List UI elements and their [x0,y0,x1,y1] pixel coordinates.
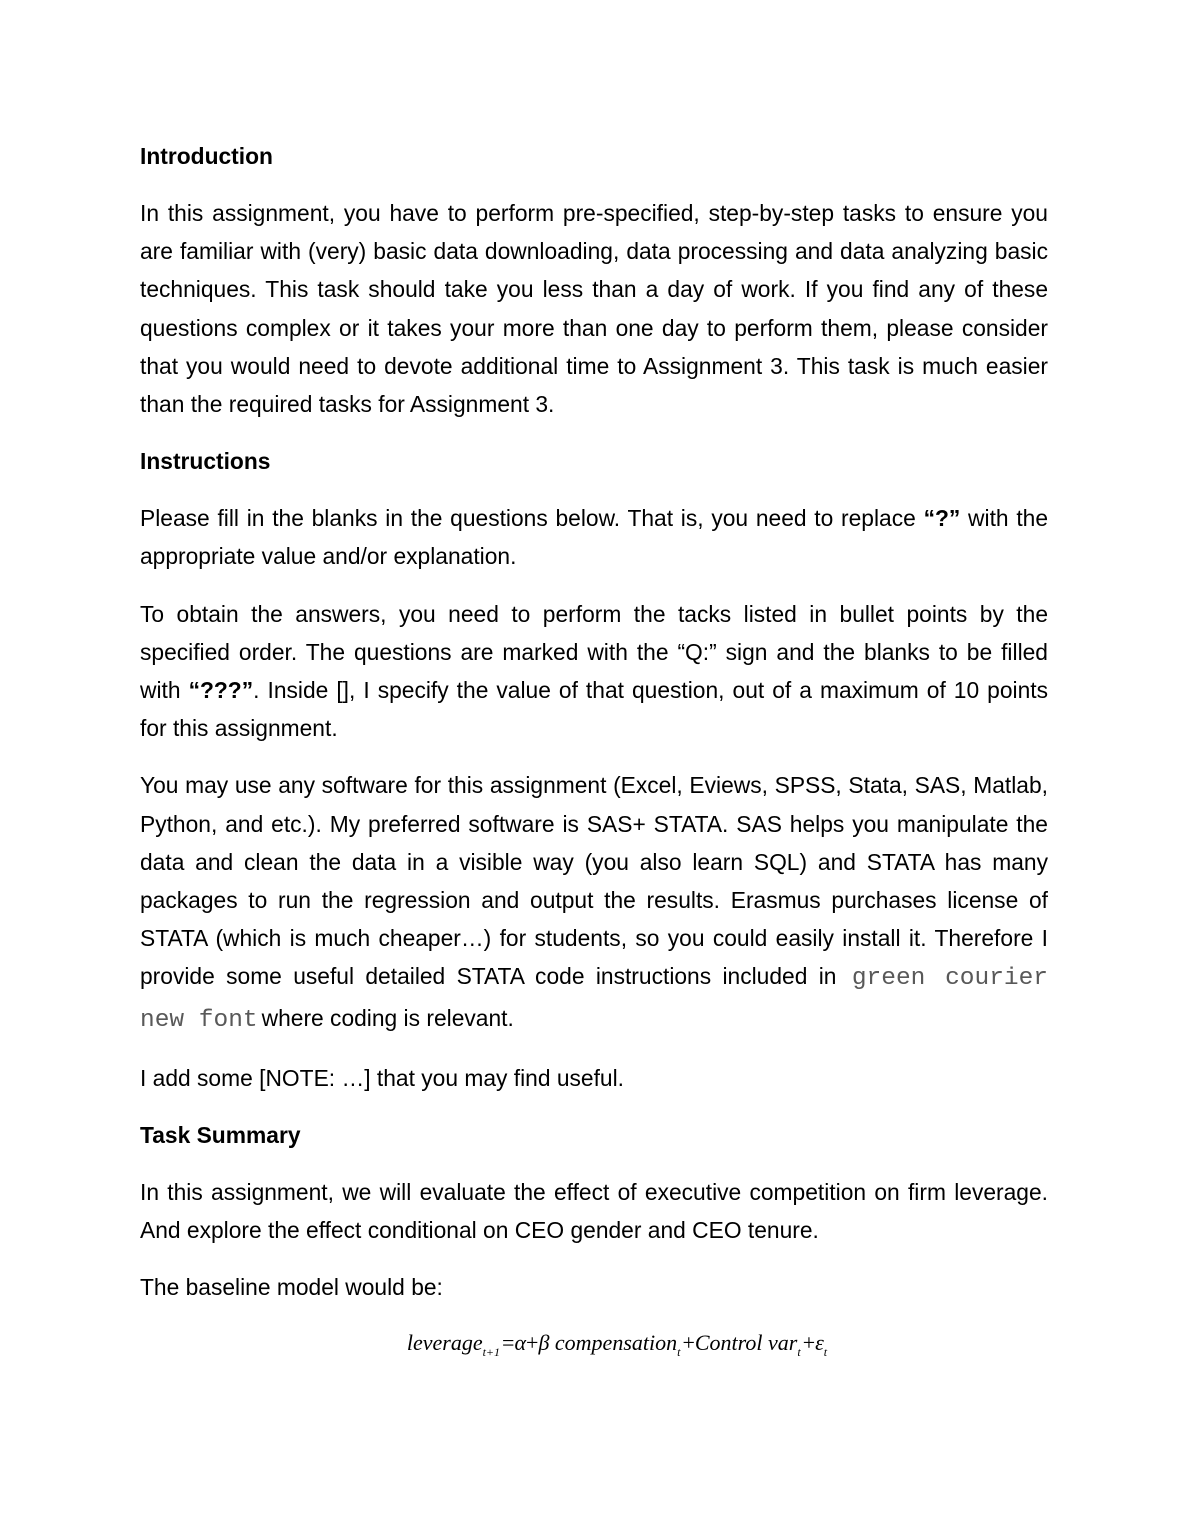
text-span: To obtain the answers, you need to perform the tacks listed in bullet points by the specified order. The questions are marked with the “Q:” sign and the blanks to be filled with [140,600,1048,704]
equation-control-subscript: t [797,1344,801,1359]
equation-epsilon: ε [815,1329,824,1355]
equation-plus: + [682,1329,695,1355]
equation-control-var: Control var [694,1329,798,1355]
introduction-paragraph: In this assignment, you have to perform pre-specified, step-by-step tasks to ensure you are familiar with (very) basic data downloading, data processing and data analyzing basic techniques. This task should take you less than a day of work. If you find any of these questions complex or it takes your more than one day to perform them, please consider that you would need to devote additional time to Assignment 3. This task is much easier than the required tasks for Assignment 3. [140,200,1048,418]
question-mark-placeholder: “?” [923,505,961,532]
introduction-heading: Introduction [140,143,273,169]
document-page [140,137,1048,1371]
instructions-paragraph-note: I add some [NOTE: …] that you may find useful. [140,1064,625,1091]
task-summary-heading: Task Summary [140,1122,301,1149]
equation-lhs-subscript: t+1 [482,1344,501,1359]
triple-question-placeholder: “???” [188,677,254,704]
equation-plus: + [526,1329,539,1355]
baseline-model-equation [140,1324,1048,1371]
equation-lhs: leverage [406,1329,483,1355]
model-intro-text: The baseline model would be: [140,1274,443,1301]
text-span: You may use any software for this assignment (Excel, Eviews, SPSS, Stata, SAS, Matlab, Python, and etc.). My preferred software is SAS+ STATA. SAS helps you manipulate the data and clean the data in a visible way (you also learn SQL) and STATA has many packages to run the regression and output the results. Erasmus purchases license of STATA (which is much cheaper…) for students, so you could easily install it. Therefore I provide some useful detailed STATA code instructions included in [140,772,1048,990]
text-span: . Inside [], I specify the value of that question, out of a maximum of 10 points for this assignment. [140,677,1048,742]
equation-compensation: compensation [554,1329,678,1355]
equation-epsilon-subscript: t [823,1344,828,1359]
equation-equals: = [502,1329,515,1355]
code-font-sample: green courier new font [140,965,1049,1034]
equation-compensation-subscript: t [677,1344,681,1359]
instructions-heading: Instructions [140,448,271,475]
equation-beta: β [538,1329,550,1355]
text-span: Please fill in the blanks in the questions below. That is, you need to replace [140,505,924,532]
task-summary-paragraph: In this assignment, we will evaluate the effect of executive competition on firm leverage. And explore the effect conditional on CEO gender and CEO tenure. [140,1179,1048,1244]
text-span: where coding is relevant. [261,1004,514,1031]
instructions-paragraph-order [140,595,1048,748]
equation-plus: + [802,1329,816,1355]
instructions-paragraph-software [140,766,1048,1039]
instructions-paragraph-fill-blanks [140,499,1048,575]
equation-alpha: α [514,1329,527,1355]
text-span: with the appropriate value and/or explanation. [140,505,1049,570]
